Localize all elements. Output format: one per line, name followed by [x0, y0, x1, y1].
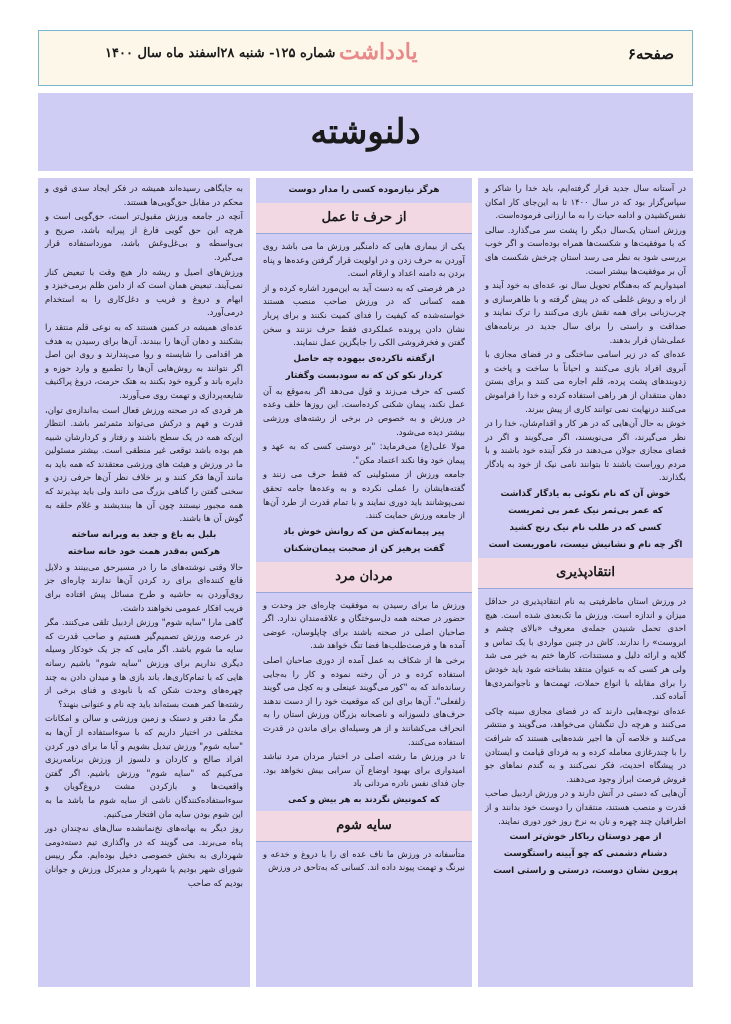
- paragraph: خوش به حال آن‌هایی که در هر کار و اقدام‌شان، خدا را در نظر می‌گیرند، اگر می‌نویسند، اگر می‌گویند و اگر در فضای مجازی جولان می‌دهند در فکر آینده خود باشند و با مردم روراست باشند تا بتوانند نامی نیک از خود به یادگار بگذارند.: [485, 418, 686, 483]
- verse: کسی که در طلب نام نیک رنج کشید: [509, 523, 662, 534]
- paragraph: امیدواریم که به‌هنگام تحویل سال نو، عده‌ای به خود آیند و از راه و روش غلطی که در پیش گرفته و با ظاهرسازی و چرب‌زبانی برای همه نقش بازی می‌کنند را ترک نمایند و صداقت و راستی را برای سال جدید در برنامه‌های عملی‌شان قرار بدهند.: [485, 280, 686, 345]
- sub-heading: انتقادپذیری: [478, 558, 693, 589]
- column-left: [38, 178, 250, 987]
- paragraph: هر فردی که در صحنه ورزش فعال است به‌اندازه‌ی توان، قدرت و فهم و درکش می‌تواند مثمرثمر باشد. انتظار این‌که همه در یک سطح باشند و رفتار و کردارشان شبیه هم بوده باشد توقعی غیر منطقی است. بیشتر مسئولین ما در ورزش و هیئت های ورزشی معتقدند که همه باید به مانند آن‌ها فکر کنند و بر خلاف نظر آن‌ها حرفی زدن و سخنی گفتن را گناهی بزرگ می دانند ولی باید بپذیرند که همه مجبور نیستند چون آن ها ببندیشند و غلام حلقه به گوش آن ها باشند.: [45, 404, 243, 524]
- paragraph: متأسفانه در ورزش ما ناف عده ای را با دروغ و خدعه و نیرنگ و تهمت پیوند داده اند. کسانی که به‌تا‌حق در ورزش: [263, 848, 465, 873]
- paragraph: تا در ورزش ما رشته اصلی در اختیار مردان مرد نباشد امیدواری برای بهبود اوضاع آن سرابی بیش نخواهد بود. جان فدای نفس نادره مردانی باد: [263, 751, 465, 789]
- paragraph: گاهی مارا "سایه شوم" ورزش اردبیل تلقی می‌کنند. مگر در عرصه ورزش تصمیم‌گیر هستیم و صاحب قدرت که سایه ما شوم باشد. اگر مایی که جز یک خودکار وسیله دیگری نداریم برای ورزش "سایه شوم" باشیم رسانه هایی که با تمام‌کاری‌ها، باند بازی ها و میدان دادن به چند چهره‌های وحدت شکن که با نابودی و فنای برخی از رشته‌ها کمر همت بسته‌اند باید چه نام و عنوانی بنهند؟: [45, 617, 243, 709]
- column-middle: [256, 178, 472, 987]
- verse: از مهر دوستان ریاکار خوش‌تر است: [509, 832, 662, 843]
- sub-heading: مردان مرد: [256, 562, 472, 593]
- column-right: [478, 178, 693, 987]
- paragraph: مولا علی(ع) می‌فرماید: "بر دوستی کسی که به عهد و پیمان خود وفا نکند اعتماد مکن".: [263, 441, 465, 465]
- verse: پروین نشان دوست، درستی و راستی است: [493, 866, 678, 877]
- verse: که عمر بی‌ثمر نیک عمر بی ثمریست: [508, 506, 663, 517]
- paragraph: جامعه ورزش از مسئولینی که فقط حرف می زنند و گفته‌هایشان را عملی نکرده و به وعده‌ها جامه تحقق نمی‌پوشانند باید دوری نمایند و با تمام قدرت از طرد آن‌ها از جامعه ورزش حمایت کنند.: [263, 469, 465, 521]
- verse: هرگز نیازموده کسی را مدار دوست: [288, 185, 440, 195]
- paragraph: در آستانه سال جدید قرار گرفته‌ایم، باید خدا را شاکر و سپاس‌گزار بود که در سال ۱۴۰۰ تا به این‌جای کار امکان نفس‌کشیدن و ادامه حیات را به ما ارزانی فرموده‌است.: [485, 183, 686, 221]
- paragraph: ورزش‌های اصیل و ریشه دار هیچ وقت با تبعیض کنار نمی‌آیند. تبعیض همان است که از دامن ظلم برمی‌خیزد و ابهام و دروغ و فریب و دغل‌کاری را به استخدام درمی‌آورد.: [45, 266, 243, 318]
- verse: دشنام دشمنی که چو آیینه راستگوست: [503, 849, 668, 860]
- paragraph: در هر فرصتی که به دست آید به این‌مورد اشاره کرده و از همه کسانی که در ورزش صاحب منصب هستند خواسته‌شده که کیفیت را فدای کمیت نکنند و برای پربار نشان دادن پرونده عملکردی فقط حرف نزنند و سخن گفتن و فخرفروشی الکی را جایگزین عمل ننمایند.: [263, 282, 465, 348]
- verse: گفت پرهیز کن از صحبت پیمان‌شکنان: [283, 543, 445, 554]
- page-header: [38, 30, 693, 86]
- verse: که کمونیش نگردند به هر بیش و کمی: [288, 794, 440, 804]
- paragraph: ورزش ما برای رسیدن به موفقیت چاره‌ای جز وحدت و حضور در صحنه همه دل‌سوختگان و علاقه‌مندان ندارد. اگر صاحبان اصلی در صحنه باشند برای چاپلوسان، عوضی آمده ها و فرصت‌طلب‌ها فضا تنگ خواهد شد.: [263, 599, 465, 651]
- paragraph: کسی که حرف می‌زند و قول می‌دهد اگر به‌موقع به آن عمل نکند، پیمان شکنی کرده‌است. این روزها خلف وعده در ورزش و به خصوص در برخی از رشته‌های ورزشی بیشتر دیده می‌شود.: [263, 385, 465, 437]
- verse: خوش آن که نام نکوئی به یادگار گذاشت: [500, 489, 671, 500]
- paragraph: برخی ها از شکاف به عمل آمده از دوری صاحبان اصلی استفاده کرده و در آن رخنه نموده و کار را به‌جایی رسانده‌اند که به "کور می‌گویند عینعلی و به کچل می گویند زلفعلی". آن‌ها برای این که موقعیت خود را از دست ندهند حرف‌های دلسوزانه و ناصحانه بزرگان ورزش استان را به انحراف می‌کشانند و از هر وسیله‌ای برای ماندن در قدرت استفاده می‌کنند.: [263, 655, 465, 747]
- paragraph: عده‌ای نوچه‌هایی دارند که در فضای مجازی سینه چاکی می‌کنند و هرچه دل تنگشان می‌خواهد، می‌گویند و منتشر می‌کنند و خلاصه آن ها اجیر شده‌هایی هستند که شرافت را با چندرغازی معامله کرده و به فردای قیامت و ایستادن در پیشگاه احدیت، فکر نمی‌کنند و به گندم نماهای جو فروش فرصت ابراز وجود می‌دهند.: [485, 705, 686, 784]
- page-number: صفحه۶: [627, 45, 674, 63]
- paragraph: عده‌ای همیشه در کمین هستند که به نوعی قلم منتقد را بشکنند و دهان آن‌ها را ببندند. آن‌ها برای رسیدن به هدف هر اقدامی را شایسته و روا می‌پندارند و روی این اصل اگر نتوانند به روش‌هایی آن‌ها را تطمیع و وارد حوزه و دایره باند و گروه خود بکنند به هتک حرمت، دروغ پراکنیف شایعه‌پردازی و تهمت روی می‌آورند.: [45, 321, 243, 400]
- paragraph: آن‌هایی که دستی در آتش دارند و در ورزش اردبیل صاحب قدرت و منصب هستند، منتقدان را دوست خود بدانند و از اطرافیان چند چهره و نان به نرخ روز خور دوری نمایند.: [485, 788, 686, 826]
- verse: کردار نکو کن که نه سودبست وگفتار: [285, 370, 443, 381]
- section-title: یادداشت: [339, 39, 418, 65]
- paragraph: به جایگاهی رسیده‌اند همیشه در فکر ایجاد سدی قوی و محکم در مقابل حق‌گویی‌ها هستند.: [45, 183, 243, 207]
- paragraph: مگر ما دفتر و دستک و زمین ورزشی و سالن و امکانات مختلفی در اختیار داریم که با سوءاستفاده از آن‌ها به "سایه شوم" ورزش تبدیل بشویم و آیا ما برای دور کردن افراد صالح و کاردان و دلسوز از ورزش برنامه‌ریزی می‌کنیم که "سایه شوم" ورزش باشیم. اگر گفتن واقعیت‌ها و بازکردن مشت دروغ‌گویان و سوءاستفاده‌کنندگان ناشی از سایه شوم ما باشد ما به این شوم بودن سایه مان افتخار می‌کنیم.: [45, 713, 243, 819]
- issue-info: شماره ۱۲۵- شنبه ۲۸اسفند ماه سال ۱۴۰۰: [105, 46, 336, 61]
- paragraph: آنچه در جامعه ورزش مقبول‌تر است، حق‌گویی است و هرچه این حق گویی فارغ از پیرایه باشد، صریح و بی‌واسطه و بی‌غل‌وغش باشد، مورداستفاده قرار می‌گیرد.: [45, 211, 243, 262]
- paragraph: عده‌ای که در زیر اسامی ساختگی و در فضای مجازی با آبروی افراد بازی می‌کنند و احیاناً با ساخت و پاخت و زدوبندهای پشت پرده، قلم اجاره می کنند و برای بستن دهان منتقدان از هر راهی استفاده کرده و خدا را فراموش می‌کنند درنهایت نمی توانند کاری از پیش ببرند.: [485, 349, 686, 414]
- verse: اگر چه نام و نشانیش نیست، ناموریست است: [488, 540, 683, 551]
- title-band: [38, 93, 693, 171]
- paragraph: حالا وقتی نوشته‌های ما را در مسیرحق می‌بینند و دلایل قانع کننده‌ای برای رد کردن آن‌ها ندارند چاره‌ای جز روی‌آوردن به حاشیه و طرح مسائل پیش افتاده برای فریب افکار عمومی نخواهند داشت.: [45, 561, 243, 613]
- verse: هرکس به‌قدر همت خود خانه ساخته: [67, 546, 221, 557]
- verse: ازگفته ناکرده‌ی بیهوده چه حاصل: [293, 353, 435, 364]
- sub-heading: از حرف تا عمل: [256, 203, 472, 234]
- paragraph: روز دیگر به بهانه‌های نخ‌نمانشده سال‌های نه‌چندان دور پناه می‌برند. می گویند که در واگذاری تیم دسته‌دومی شهرداری به بخش خصوصی دخیل بوده‌ایم. مگر رییس شورای شهر بودیم یا شهردار و مدیرکل ورزش و جوانان بودیم که صاحب: [45, 823, 243, 888]
- sub-heading: سایه شوم: [256, 811, 472, 842]
- paragraph: ورزش استان یک‌سال دیگر را پشت سر می‌گذارد. سالی که با موفقیت‌ها و شکست‌ها همراه بوده‌است و اگر خوب بررسی شود به نظر می رسد استان چرخش شکست های آن بر موفقیت‌ها بیشتر است.: [485, 224, 686, 276]
- verse: بلبل به باغ و جغد به ویرانه ساخته: [71, 529, 217, 540]
- verse: پیر پیمانه‌کش من که روانش خوش باد: [283, 526, 445, 537]
- page-title: دلنوشته: [310, 112, 421, 152]
- paragraph: در ورزش استان ماظرفیتی به نام انتقادپذیری در حداقل میزان و اندازه است. ورزش ما تک‌بعدی شده است. هیچ احدی تحمل شنیدن جمله‌ی معروف «بالای چشم و ابروست» را ندارند. کاش در چنین مواردی با یک تماس و گلایه و ارائه دلیل و مستندات، کارها ختم به خیر می شد ولی هر کسی که به عنوان منتقد بشناخته شود باید خودش را برای مقابله با انواع حملات، تهمت‌ها و ناجوانمردی‌ها آماده کند.: [485, 596, 686, 702]
- paragraph: یکی از بیماری هایی که دامنگیر ورزش ما می باشد روی آوردن به حرف زدن و در اولویت قرار گرفتن وعده‌ها و پناه بردن به دامنه اعداد و ارقام است.: [263, 241, 465, 279]
